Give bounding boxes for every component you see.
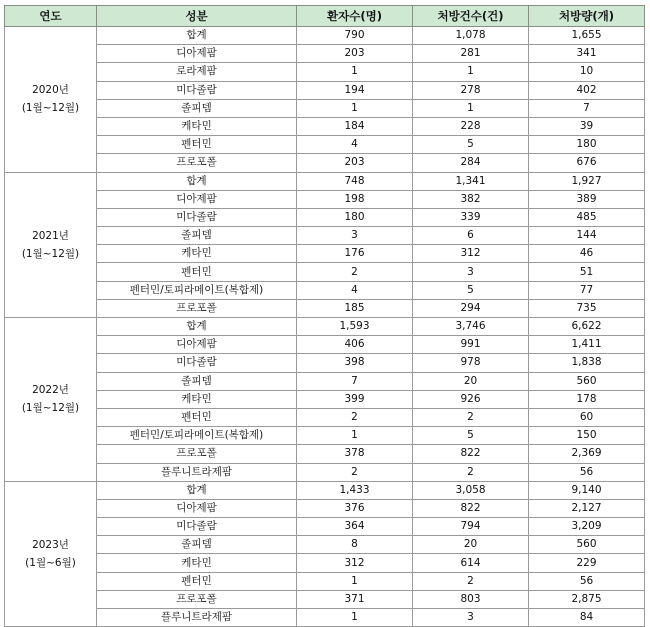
- component-cell: 플루니트라제팜: [97, 463, 297, 481]
- prescriptions-cell: 794: [413, 518, 529, 536]
- table-row: [5, 154, 645, 172]
- table-row: [5, 572, 645, 590]
- table-row: [5, 263, 645, 281]
- quantity-cell: 84: [529, 609, 645, 627]
- component-cell: 디아제팜: [97, 499, 297, 517]
- patients-cell: 748: [297, 172, 413, 190]
- patients-cell: 7: [297, 372, 413, 390]
- patients-cell: 4: [297, 281, 413, 299]
- prescriptions-cell: 228: [413, 117, 529, 135]
- prescriptions-cell: 2: [413, 463, 529, 481]
- period-label: (1월~12월): [21, 102, 80, 115]
- quantity-cell: 389: [529, 190, 645, 208]
- patients-cell: 2: [297, 408, 413, 426]
- quantity-cell: 2,369: [529, 445, 645, 463]
- table-row: [5, 499, 645, 517]
- component-cell: 펜터민: [97, 263, 297, 281]
- year-cell: [5, 27, 97, 173]
- table-row: [5, 99, 645, 117]
- component-cell: 케타민: [97, 554, 297, 572]
- table-row: [5, 227, 645, 245]
- prescriptions-cell: 284: [413, 154, 529, 172]
- prescriptions-cell: 20: [413, 536, 529, 554]
- prescriptions-cell: 339: [413, 208, 529, 226]
- component-cell: 프로포폴: [97, 590, 297, 608]
- table-row: [5, 45, 645, 63]
- prescriptions-cell: 5: [413, 427, 529, 445]
- component-cell: 펜터민: [97, 572, 297, 590]
- patients-cell: 376: [297, 499, 413, 517]
- patients-cell: 399: [297, 390, 413, 408]
- patients-cell: 2: [297, 463, 413, 481]
- component-cell: 미다졸람: [97, 81, 297, 99]
- period-label: (1월~6월): [25, 556, 76, 569]
- quantity-cell: 39: [529, 117, 645, 135]
- component-cell: 플루니트라제팜: [97, 609, 297, 627]
- prescriptions-cell: 1,078: [413, 27, 529, 45]
- component-cell: 로라제팜: [97, 63, 297, 81]
- patients-cell: 203: [297, 154, 413, 172]
- patients-cell: 180: [297, 208, 413, 226]
- table-row: [5, 463, 645, 481]
- prescriptions-cell: 3: [413, 609, 529, 627]
- period-label: (1월~12월): [21, 247, 80, 260]
- patients-cell: 1: [297, 63, 413, 81]
- year-cell: [5, 172, 97, 318]
- component-cell: 프로포폴: [97, 299, 297, 317]
- prescriptions-cell: 2: [413, 408, 529, 426]
- quantity-cell: 9,140: [529, 481, 645, 499]
- patients-cell: 4: [297, 136, 413, 154]
- header-quantity: 처방량(개): [529, 6, 645, 27]
- prescriptions-cell: 991: [413, 336, 529, 354]
- prescriptions-cell: 614: [413, 554, 529, 572]
- patients-cell: 1,433: [297, 481, 413, 499]
- component-cell: 펜터민: [97, 136, 297, 154]
- component-cell: 디아제팜: [97, 45, 297, 63]
- component-cell: 펜터민/토피라메이트(복합제): [97, 281, 297, 299]
- prescriptions-cell: 978: [413, 354, 529, 372]
- quantity-cell: 1,655: [529, 27, 645, 45]
- header-row: [5, 6, 645, 27]
- patients-cell: 371: [297, 590, 413, 608]
- quantity-cell: 2,875: [529, 590, 645, 608]
- patients-cell: 398: [297, 354, 413, 372]
- quantity-cell: 560: [529, 372, 645, 390]
- quantity-cell: 341: [529, 45, 645, 63]
- quantity-cell: 180: [529, 136, 645, 154]
- component-cell: 케타민: [97, 390, 297, 408]
- header-component: 성분: [97, 6, 297, 27]
- patients-cell: 194: [297, 81, 413, 99]
- patients-cell: 1: [297, 572, 413, 590]
- component-cell: 합계: [97, 481, 297, 499]
- prescriptions-cell: 5: [413, 136, 529, 154]
- prescriptions-cell: 3,058: [413, 481, 529, 499]
- table-row: [5, 336, 645, 354]
- quantity-cell: 77: [529, 281, 645, 299]
- patients-cell: 184: [297, 117, 413, 135]
- table-row: [5, 390, 645, 408]
- quantity-cell: 676: [529, 154, 645, 172]
- prescriptions-cell: 2: [413, 572, 529, 590]
- patients-cell: 203: [297, 45, 413, 63]
- prescriptions-cell: 6: [413, 227, 529, 245]
- quantity-cell: 6,622: [529, 318, 645, 336]
- patients-cell: 1: [297, 427, 413, 445]
- patients-cell: 378: [297, 445, 413, 463]
- prescriptions-cell: 1: [413, 63, 529, 81]
- table-row: [5, 408, 645, 426]
- prescriptions-cell: 312: [413, 245, 529, 263]
- quantity-cell: 1,927: [529, 172, 645, 190]
- prescriptions-cell: 382: [413, 190, 529, 208]
- component-cell: 펜터민: [97, 408, 297, 426]
- year-cell: [5, 481, 97, 627]
- period-label: (1월~12월): [21, 402, 80, 415]
- component-cell: 펜터민/토피라메이트(복합제): [97, 427, 297, 445]
- prescriptions-cell: 3,746: [413, 318, 529, 336]
- header-prescriptions: 처방건수(건): [413, 6, 529, 27]
- quantity-cell: 402: [529, 81, 645, 99]
- patients-cell: 8: [297, 536, 413, 554]
- component-cell: 합계: [97, 318, 297, 336]
- component-cell: 디아제팜: [97, 190, 297, 208]
- table-row: [5, 318, 645, 336]
- component-cell: 케타민: [97, 245, 297, 263]
- component-cell: 졸피뎀: [97, 372, 297, 390]
- quantity-cell: 735: [529, 299, 645, 317]
- prescription-table-container: [4, 5, 645, 627]
- patients-cell: 1,593: [297, 318, 413, 336]
- patients-cell: 364: [297, 518, 413, 536]
- patients-cell: 312: [297, 554, 413, 572]
- prescriptions-cell: 1: [413, 99, 529, 117]
- header-patients: 환자수(명): [297, 6, 413, 27]
- prescriptions-cell: 3: [413, 263, 529, 281]
- component-cell: 프로포폴: [97, 445, 297, 463]
- component-cell: 미다졸람: [97, 518, 297, 536]
- component-cell: 졸피뎀: [97, 227, 297, 245]
- prescriptions-cell: 926: [413, 390, 529, 408]
- table-row: [5, 518, 645, 536]
- patients-cell: 1: [297, 99, 413, 117]
- quantity-cell: 56: [529, 463, 645, 481]
- table-row: [5, 590, 645, 608]
- component-cell: 합계: [97, 27, 297, 45]
- table-row: [5, 281, 645, 299]
- prescriptions-cell: 822: [413, 499, 529, 517]
- patients-cell: 2: [297, 263, 413, 281]
- patients-cell: 1: [297, 609, 413, 627]
- table-row: [5, 609, 645, 627]
- patients-cell: 176: [297, 245, 413, 263]
- table-row: [5, 481, 645, 499]
- component-cell: 미다졸람: [97, 208, 297, 226]
- year-label: 2021년: [32, 229, 69, 242]
- table-row: [5, 245, 645, 263]
- prescriptions-cell: 5: [413, 281, 529, 299]
- quantity-cell: 56: [529, 572, 645, 590]
- component-cell: 프로포폴: [97, 154, 297, 172]
- quantity-cell: 10: [529, 63, 645, 81]
- table-row: [5, 208, 645, 226]
- component-cell: 합계: [97, 172, 297, 190]
- prescriptions-cell: 281: [413, 45, 529, 63]
- year-label: 2020년: [32, 84, 69, 97]
- quantity-cell: 144: [529, 227, 645, 245]
- table-row: [5, 27, 645, 45]
- year-cell: [5, 318, 97, 482]
- header-year: 연도: [5, 6, 97, 27]
- prescriptions-cell: 822: [413, 445, 529, 463]
- table-row: [5, 354, 645, 372]
- prescriptions-cell: 20: [413, 372, 529, 390]
- quantity-cell: 51: [529, 263, 645, 281]
- quantity-cell: 3,209: [529, 518, 645, 536]
- quantity-cell: 150: [529, 427, 645, 445]
- table-body: [5, 27, 645, 627]
- quantity-cell: 1,411: [529, 336, 645, 354]
- table-row: [5, 81, 645, 99]
- component-cell: 디아제팜: [97, 336, 297, 354]
- table-row: [5, 190, 645, 208]
- quantity-cell: 60: [529, 408, 645, 426]
- prescription-table: [4, 5, 645, 627]
- table-row: [5, 427, 645, 445]
- patients-cell: 406: [297, 336, 413, 354]
- patients-cell: 3: [297, 227, 413, 245]
- table-row: [5, 536, 645, 554]
- component-cell: 졸피뎀: [97, 536, 297, 554]
- patients-cell: 198: [297, 190, 413, 208]
- table-row: [5, 172, 645, 190]
- prescriptions-cell: 1,341: [413, 172, 529, 190]
- prescriptions-cell: 803: [413, 590, 529, 608]
- table-row: [5, 299, 645, 317]
- prescriptions-cell: 278: [413, 81, 529, 99]
- quantity-cell: 7: [529, 99, 645, 117]
- year-label: 2023년: [32, 538, 69, 551]
- component-cell: 케타민: [97, 117, 297, 135]
- patients-cell: 185: [297, 299, 413, 317]
- table-row: [5, 63, 645, 81]
- quantity-cell: 2,127: [529, 499, 645, 517]
- quantity-cell: 1,838: [529, 354, 645, 372]
- year-label: 2022년: [32, 384, 69, 397]
- table-row: [5, 554, 645, 572]
- quantity-cell: 560: [529, 536, 645, 554]
- quantity-cell: 485: [529, 208, 645, 226]
- component-cell: 미다졸람: [97, 354, 297, 372]
- quantity-cell: 46: [529, 245, 645, 263]
- component-cell: 졸피뎀: [97, 99, 297, 117]
- quantity-cell: 229: [529, 554, 645, 572]
- patients-cell: 790: [297, 27, 413, 45]
- table-row: [5, 372, 645, 390]
- prescriptions-cell: 294: [413, 299, 529, 317]
- table-row: [5, 117, 645, 135]
- quantity-cell: 178: [529, 390, 645, 408]
- table-row: [5, 136, 645, 154]
- table-row: [5, 445, 645, 463]
